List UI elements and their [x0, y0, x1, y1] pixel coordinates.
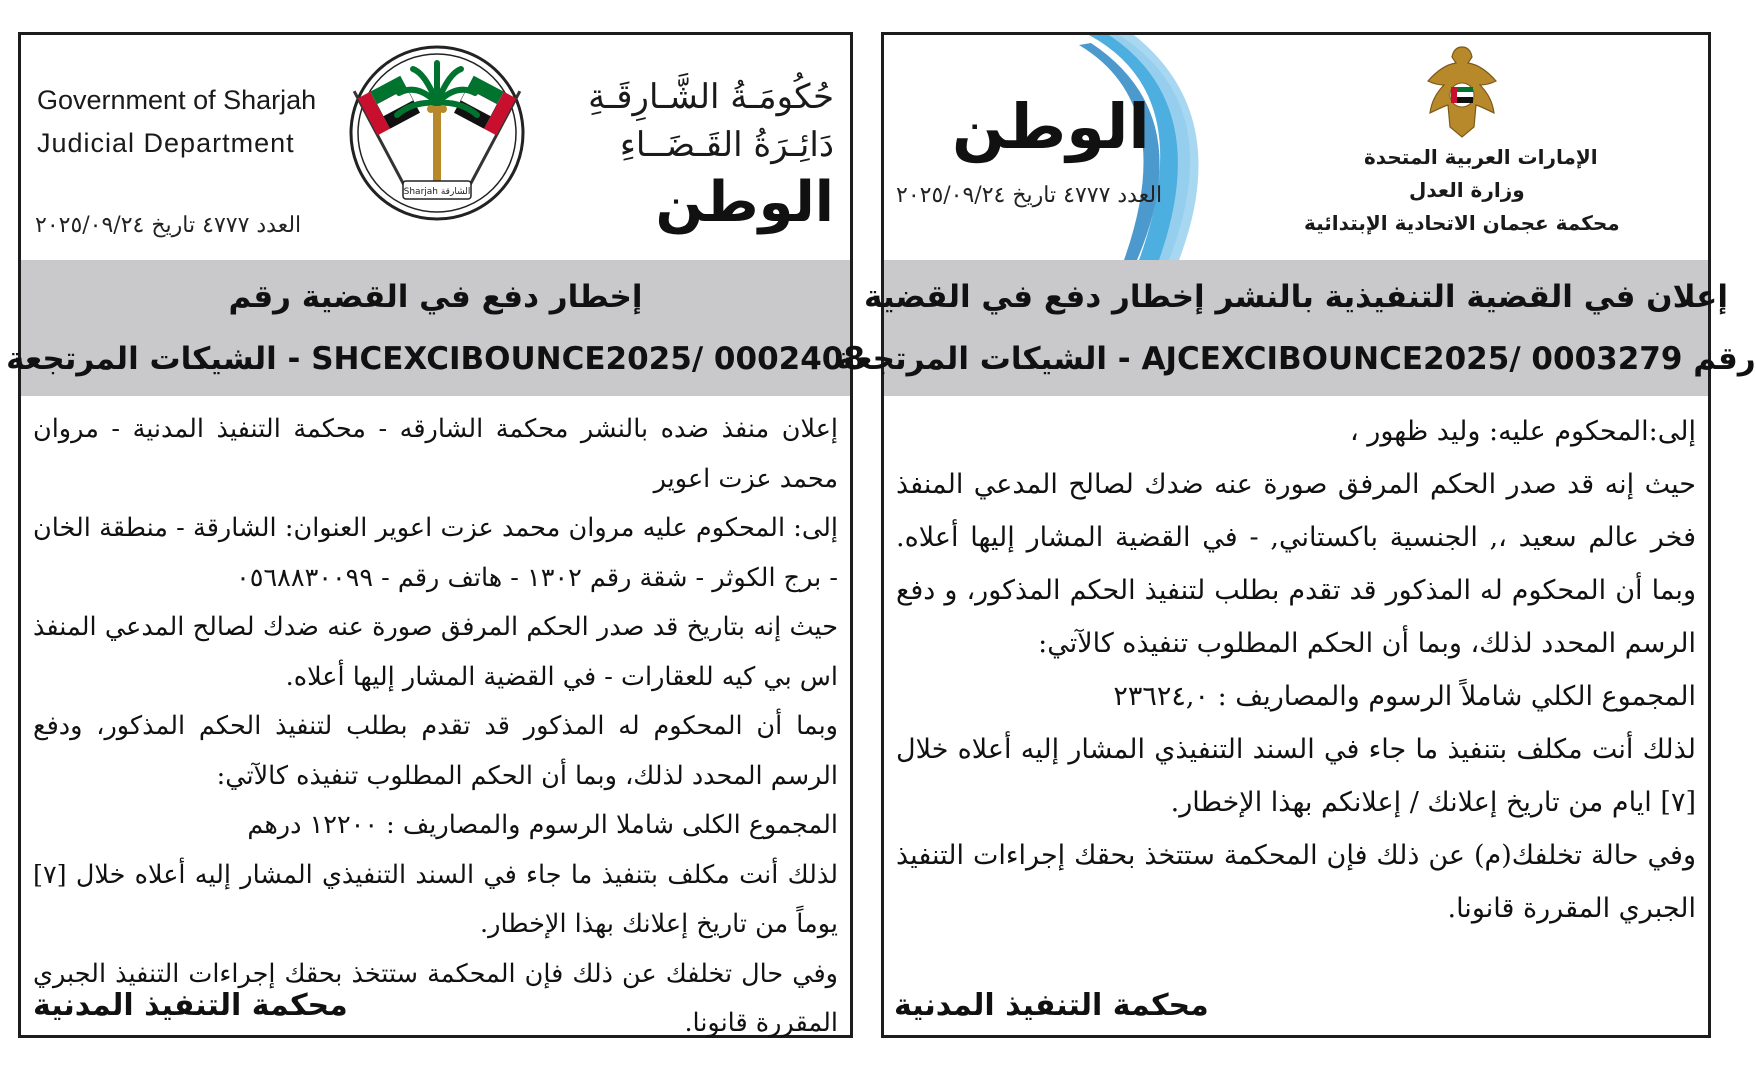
notice-header	[884, 35, 1708, 260]
emblem-ribbon-text: Sharjah الشارقة	[403, 187, 471, 197]
body-paragraph: لذلك أنت مكلف بتنفيذ ما جاء في السند التنفيذي المشار إليه أعلاه خلال [٧] ايام من تاريخ إعلانك / إعلانكم بهذا الإخطار.	[896, 734, 1696, 818]
arabic-department-name: دَائِـرَةُ القَـضَــاءِ	[619, 125, 834, 165]
country-name: الإمارات العربية المتحدة	[1364, 145, 1598, 169]
body-paragraph: إلى:المحكوم عليه: وليد ظهور ،	[1350, 416, 1696, 447]
notice-title-line-1: إخطار دفع في القضية رقم	[228, 279, 643, 315]
body-paragraph: المجموع الكلي شاملاً الرسوم والمصاريف : ٢٣٦٢٤,٠	[1113, 681, 1696, 712]
body-paragraph: حيث إنه قد صدر الحكم المرفق صورة عنه ضدك لصالح المدعي المنفذ فخر عالم سعيد ،, الجنسية باكستاني, - في القضية المشار إليها أعلاه. وبما أن المحكوم له المذكور قد تقدم بطلب لتنفيذ الحكم المذكور، و دفع الرسم المحدد لذلك، وبما أن الحكم المطلوب تنفيذه كالآتي:	[896, 469, 1696, 659]
uae-falcon-emblem-icon	[1422, 41, 1502, 141]
body-paragraph: لذلك أنت مكلف بتنفيذ ما جاء في السند التنفيذي المشار إليه أعلاه خلال [٧] يوماً من تاريخ إعلانك بهذا الإخطار.	[33, 859, 838, 939]
body-paragraph: إعلان منفذ ضده بالنشر محكمة الشارقه - محكمة التنفيذ المدنية - مروان محمد عزت اعوير	[33, 414, 838, 494]
notice-title-line-2: SHCEXCIBOUNCE2025/ 0002408 - الشيكات المرتجعة	[6, 341, 865, 377]
newspaper-masthead: الوطن	[655, 170, 834, 235]
notice-body	[33, 405, 838, 1049]
notice-panel-sharjah	[6, 32, 865, 1038]
court-signature: محكمة التنفيذ المدنية	[894, 988, 1209, 1023]
arabic-government-name: حُكُومَـةُ الشَّـارِقَـةِ	[588, 77, 834, 117]
issue-number-date: العدد ٤٧٧٧ تاريخ ٢٠٢٥/٠٩/٢٤	[896, 183, 1163, 208]
notice-title-band	[6, 260, 865, 396]
notice-body	[896, 405, 1696, 935]
body-paragraph: إلى: المحكوم عليه مروان محمد عزت اعوير العنوان: الشارقة - منطقة الخان - برج الكوثر - شقة رقم ١٣٠٢ - هاتف رقم - ٠٥٦٨٨٣٠٠٩٩	[33, 513, 838, 593]
notice-header	[21, 35, 850, 260]
newspaper-masthead: الوطن	[952, 90, 1150, 163]
issue-number-date: العدد ٤٧٧٧ تاريخ ٢٠٢٥/٠٩/٢٤	[35, 213, 302, 238]
notice-title-band	[836, 260, 1756, 396]
english-department-name: Judicial Department	[37, 128, 295, 158]
body-paragraph: حيث إنه بتاريخ قد صدر الحكم المرفق صورة عنه ضدك لصالح المدعي المنفذ اس بي كيه للعقارات - في القضية المشار إليها أعلاه.	[33, 612, 838, 692]
court-signature: محكمة التنفيذ المدنية	[33, 988, 348, 1023]
body-paragraph: المجموع الكلى شاملا الرسوم والمصاريف : ١٢٢٠٠ درهم	[247, 810, 838, 840]
sharjah-emblem-icon	[347, 43, 527, 223]
notice-title-line-1: إعلان في القضية التنفيذية بالنشر إخطار دفع في القضية	[864, 279, 1728, 315]
english-government-name: Government of Sharjah	[37, 85, 317, 115]
ministry-name: وزارة العدل	[1409, 178, 1525, 202]
body-paragraph: وبما أن المحكوم له المذكور قد تقدم بطلب لتنفيذ الحكم المذكور، ودفع الرسم المحدد لذلك، وبما أن الحكم المطلوب تنفيذه كالآتي:	[33, 711, 838, 791]
court-name: محكمة عجمان الاتحادية الإبتدائية	[1304, 211, 1620, 235]
body-paragraph: وفي حال تخلفك عن ذلك فإن المحكمة ستتخذ بحقك إجراءات التنفيذ الجبري المقررة قانونا.	[33, 958, 838, 1038]
notice-panel-ajman	[836, 32, 1756, 1038]
body-paragraph: وفي حالة تخلفك(م) عن ذلك فإن المحكمة ستتخذ بحقك إجراءات التنفيذ الجبري المقررة قانونا.	[896, 840, 1696, 924]
notice-title-line-2: رقم AJCEXCIBOUNCE2025/ 0003279 - الشيكات المرتجعة	[836, 341, 1756, 377]
